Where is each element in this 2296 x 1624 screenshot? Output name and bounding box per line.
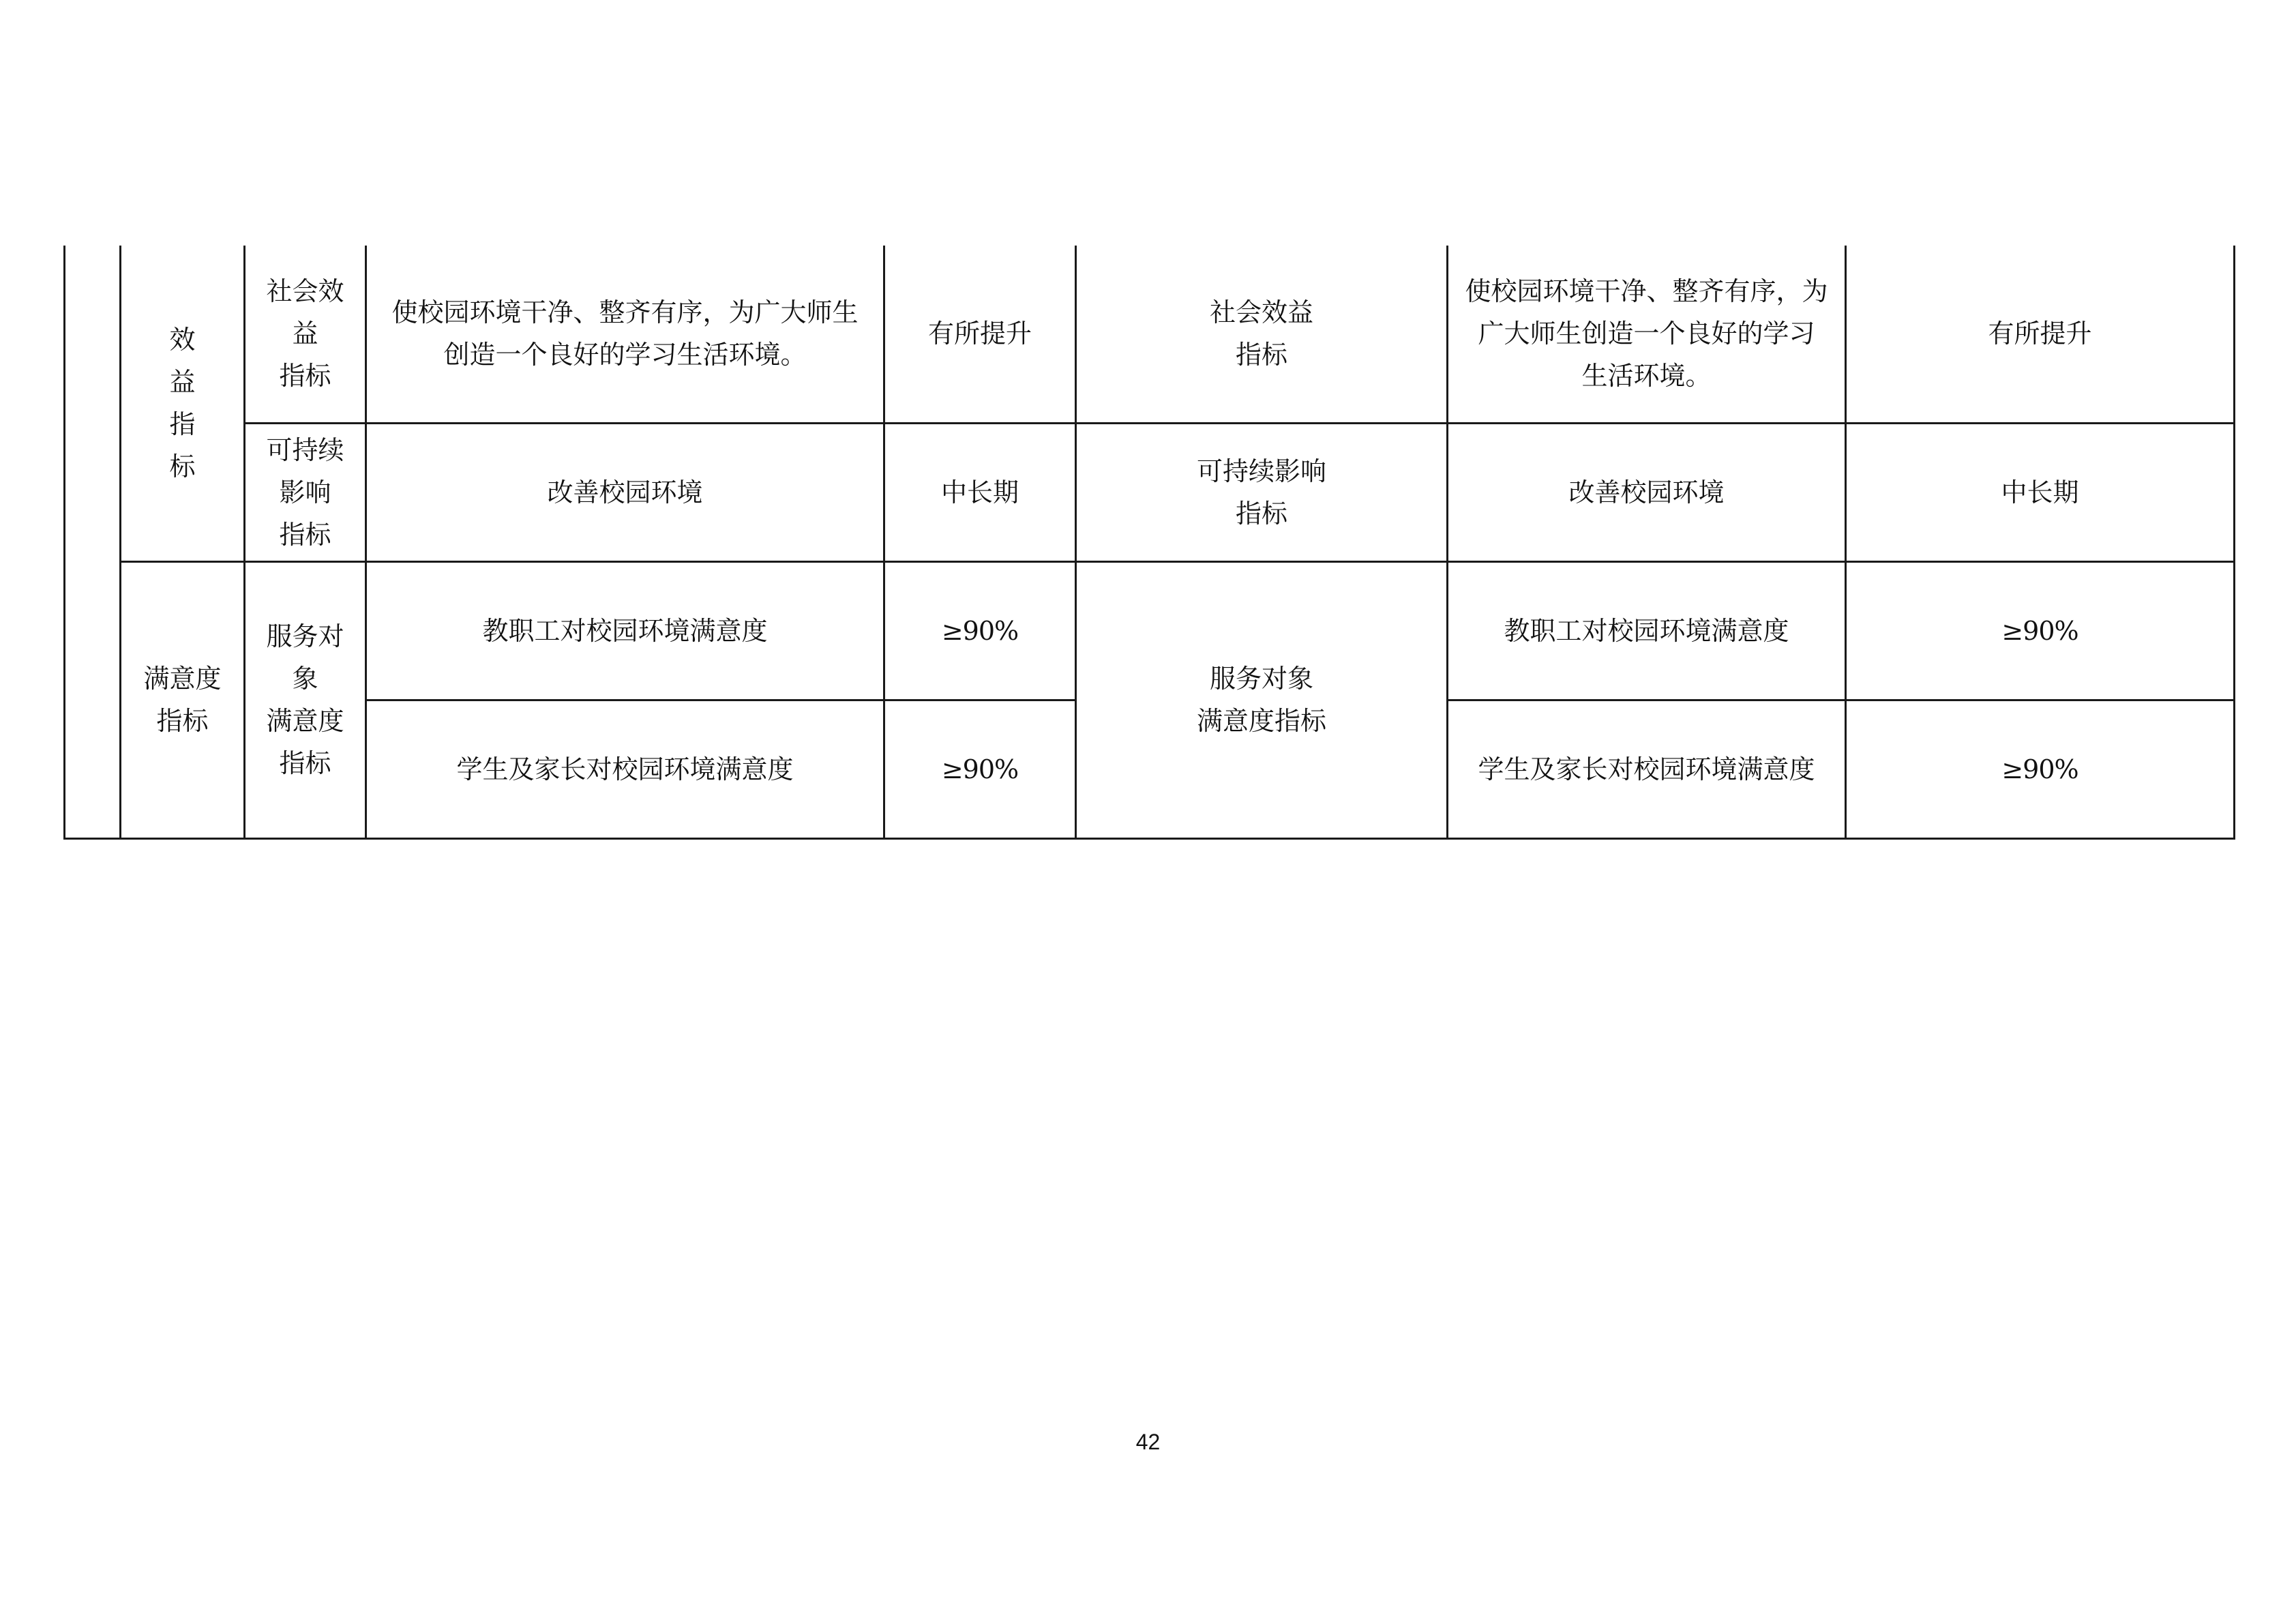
content-cell-2: 教职工对校园环境满意度	[1448, 561, 1846, 700]
indicator-cell: 社会效益 指标	[1076, 246, 1448, 423]
group-benefit-cell: 效 益 指 标	[121, 246, 245, 561]
subcategory-social-cell: 社会效 益 指标	[245, 246, 366, 423]
table-row	[65, 561, 2235, 700]
table-row	[65, 423, 2235, 561]
target-cell-2: ≥90%	[1846, 561, 2235, 700]
content-cell: 改善校园环境	[366, 423, 884, 561]
content-cell-2: 学生及家长对校园环境满意度	[1448, 700, 1846, 838]
indicator-cell: 可持续影响 指标	[1076, 423, 1448, 561]
table-row	[65, 246, 2235, 423]
target-cell: 有所提升	[884, 246, 1076, 423]
content-cell-2: 改善校园环境	[1448, 423, 1846, 561]
content-cell: 使校园环境干净、整齐有序，为广大师生 创造一个良好的学习生活环境。	[366, 246, 884, 423]
target-cell: 中长期	[884, 423, 1076, 561]
leading-column-cell	[65, 246, 121, 838]
group-satisfaction-cell: 满意度 指标	[121, 561, 245, 838]
target-cell-2: ≥90%	[1846, 700, 2235, 838]
content-cell: 教职工对校园环境满意度	[366, 561, 884, 700]
target-cell-2: 有所提升	[1846, 246, 2235, 423]
target-cell: ≥90%	[884, 700, 1076, 838]
target-cell: ≥90%	[884, 561, 1076, 700]
subcategory-service-cell: 服务对 象 满意度 指标	[245, 561, 366, 838]
page-number: 42	[1135, 1430, 1161, 1454]
target-cell-2: 中长期	[1846, 423, 2235, 561]
content-cell: 学生及家长对校园环境满意度	[366, 700, 884, 838]
indicator-cell: 服务对象 满意度指标	[1076, 561, 1448, 838]
content-cell-2: 使校园环境干净、整齐有序，为 广大师生创造一个良好的学习 生活环境。	[1448, 246, 1846, 423]
performance-indicator-table	[63, 246, 2235, 840]
subcategory-sustain-cell: 可持续 影响 指标	[245, 423, 366, 561]
